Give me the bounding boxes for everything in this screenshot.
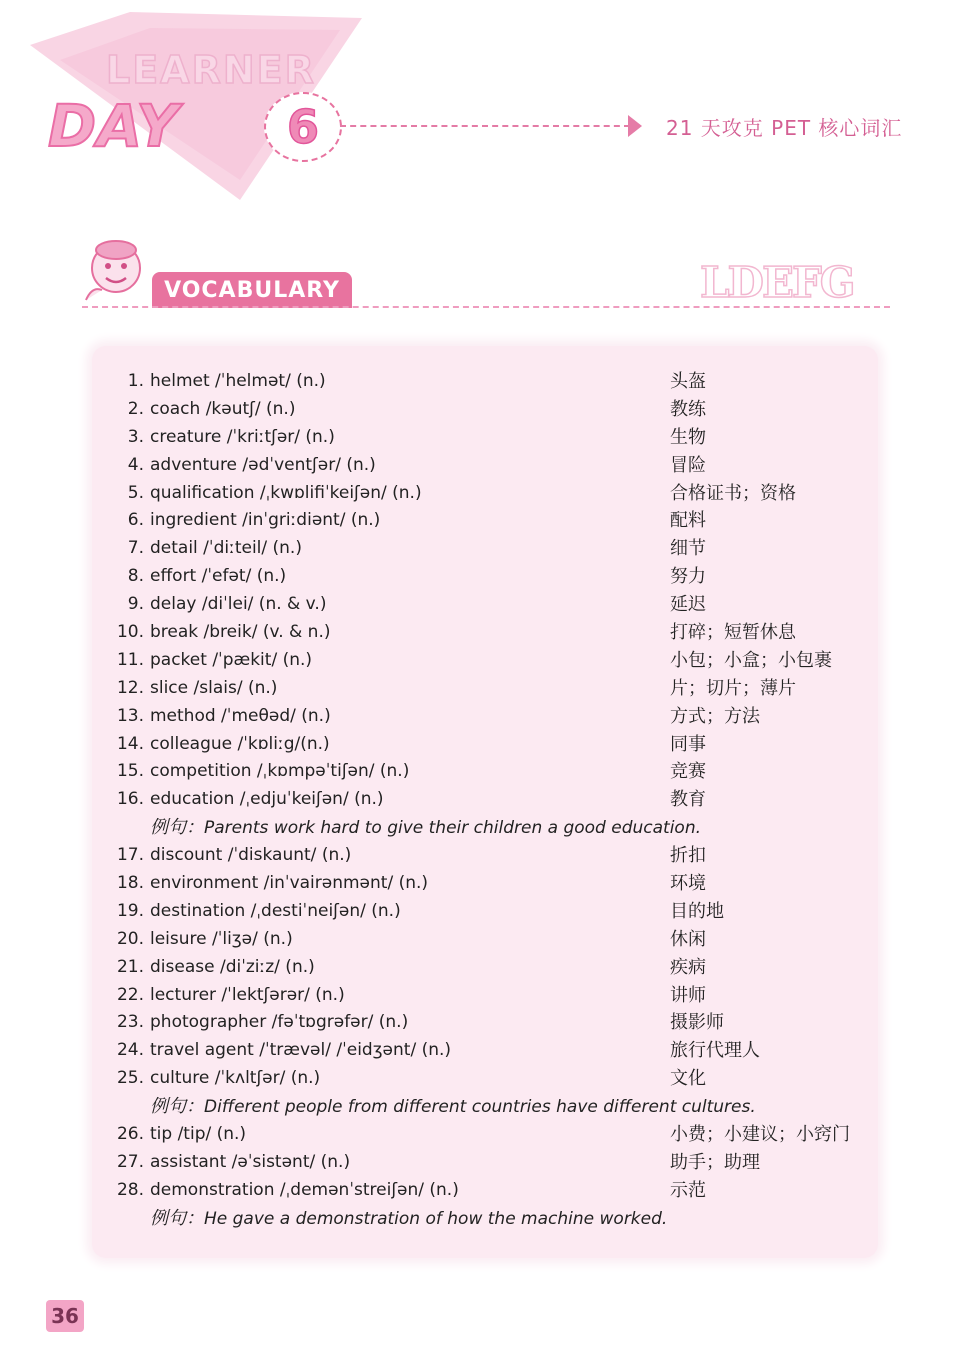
- example-text: [150, 814, 701, 843]
- example-sentence: [116, 814, 876, 842]
- item-number: 6.: [127, 510, 144, 531]
- word-entry: colleague /ˈkɒliːg/(n.): [150, 733, 330, 754]
- word-entry: demonstration /ˌdemənˈstreiʃən/ (n.): [150, 1179, 459, 1200]
- word-meaning: 折扣: [670, 845, 706, 867]
- word-meaning: 小费；小建议；小窍门: [670, 1124, 850, 1146]
- item-number: 7.: [127, 538, 144, 559]
- word-entry: method /ˈmeθəd/ (n.): [150, 705, 331, 726]
- item-number: 24.: [116, 1040, 144, 1061]
- item-number: 3.: [127, 426, 144, 447]
- vocab-item: [116, 619, 876, 647]
- word-entry: education /ˌedjuˈkeiʃən/ (n.): [150, 789, 384, 810]
- header-dashed-line: [340, 125, 630, 127]
- word-meaning: 冒险: [670, 454, 706, 476]
- item-number: 11.: [116, 649, 144, 670]
- arrow-right-icon: [628, 115, 642, 137]
- word-meaning: 教练: [670, 398, 706, 420]
- vocab-item: [116, 452, 876, 480]
- item-number: 27.: [116, 1151, 144, 1172]
- word-meaning: 片；切片；薄片: [670, 677, 796, 699]
- vocab-item: [116, 424, 876, 452]
- vocab-item: [116, 1037, 876, 1065]
- word-meaning: 细节: [670, 538, 706, 560]
- item-number: 14.: [116, 733, 144, 754]
- vocab-item: [116, 731, 876, 759]
- word-meaning: 目的地: [670, 900, 724, 922]
- item-number: 26.: [116, 1124, 144, 1145]
- word-entry: disease /diˈziːz/ (n.): [150, 956, 315, 977]
- item-number: 23.: [116, 1012, 144, 1033]
- example-sentence-text: Different people from different countries have different cultures.: [204, 1097, 756, 1118]
- item-number: 25.: [116, 1068, 144, 1089]
- word-meaning: 疾病: [670, 956, 706, 978]
- vocabulary-tag: [152, 272, 352, 308]
- item-number: 4.: [127, 454, 144, 475]
- word-entry: discount /ˈdiskaunt/ (n.): [150, 845, 352, 866]
- vocab-item: [116, 1009, 876, 1037]
- vocab-item: [116, 954, 876, 982]
- example-text: [150, 1205, 667, 1234]
- vocabulary-label: VOCABULARY: [164, 277, 340, 303]
- word-entry: culture /ˈkʌltʃər/ (n.): [150, 1068, 321, 1089]
- word-entry: qualification /ˌkwɒlifiˈkeiʃən/ (n.): [150, 482, 422, 503]
- item-number: 16.: [116, 789, 144, 810]
- item-number: 28.: [116, 1179, 144, 1200]
- page-number: 36: [51, 1304, 79, 1328]
- item-number: 15.: [116, 761, 144, 782]
- vocab-item: [116, 842, 876, 870]
- word-entry: competition /ˌkɒmpəˈtiʃən/ (n.): [150, 761, 410, 782]
- vocab-item: [116, 1149, 876, 1177]
- item-number: 12.: [116, 677, 144, 698]
- day-number: 6: [286, 100, 319, 154]
- word-entry: coach /kəutʃ/ (n.): [150, 398, 296, 419]
- word-meaning: 配料: [670, 510, 706, 532]
- word-entry: environment /inˈvairənmənt/ (n.): [150, 873, 429, 894]
- item-number: 13.: [116, 705, 144, 726]
- word-entry: travel agent /ˈtrævəl/ /ˈeidʒənt/ (n.): [150, 1040, 452, 1061]
- item-number: 1.: [127, 371, 144, 391]
- item-number: 21.: [116, 956, 144, 977]
- vocab-item: [116, 870, 876, 898]
- example-sentence-text: Parents work hard to give their children a good education.: [204, 818, 702, 839]
- word-entry: leisure /ˈliʒə/ (n.): [150, 928, 293, 949]
- vocab-item: [116, 982, 876, 1010]
- word-meaning: 合格证书；资格: [670, 482, 796, 504]
- vocab-item: [116, 507, 876, 535]
- vocab-item: [116, 535, 876, 563]
- example-sentence: [116, 1205, 876, 1233]
- example-prefix: 例句：: [150, 817, 204, 839]
- page-header: [0, 0, 971, 230]
- example-text: [150, 1093, 756, 1122]
- vocab-item: [116, 926, 876, 954]
- word-meaning: 生物: [670, 426, 706, 448]
- item-number: 10.: [116, 622, 144, 643]
- vocab-item: [116, 647, 876, 675]
- page-number-badge: [46, 1300, 84, 1332]
- word-entry: ingredient /inˈgriːdiənt/ (n.): [150, 510, 381, 531]
- example-prefix: 例句：: [150, 1207, 204, 1229]
- word-entry: effort /ˈefət/ (n.): [150, 566, 287, 587]
- item-number: 20.: [116, 928, 144, 949]
- word-meaning: 讲师: [670, 984, 706, 1006]
- learner-title: LEARNER: [106, 48, 316, 92]
- word-entry: adventure /ədˈventʃər/ (n.): [150, 454, 376, 475]
- vocabulary-list: [116, 368, 876, 1233]
- word-entry: lecturer /ˈlektʃərər/ (n.): [150, 984, 345, 1005]
- item-number: 8.: [127, 566, 144, 587]
- word-entry: helmet /ˈhelmət/ (n.): [150, 371, 326, 391]
- word-meaning: 助手；助理: [670, 1151, 760, 1173]
- vocab-item: [116, 786, 876, 814]
- item-number: 17.: [116, 845, 144, 866]
- word-meaning: 小包；小盒；小包裹: [670, 649, 832, 671]
- word-meaning: 头盔: [670, 371, 706, 392]
- word-meaning: 旅行代理人: [670, 1040, 760, 1062]
- example-sentence: [116, 1093, 876, 1121]
- word-entry: break /breik/ (v. & n.): [150, 622, 331, 643]
- word-meaning: 摄影师: [670, 1012, 724, 1034]
- vocab-item: [116, 703, 876, 731]
- word-meaning: 方式；方法: [670, 705, 760, 727]
- vocab-item: [116, 368, 876, 396]
- item-number: 5.: [127, 482, 144, 503]
- header-caption: 21 天攻克 PET 核心词汇: [666, 116, 903, 140]
- vocab-item: [116, 1177, 876, 1205]
- vocab-item: [116, 480, 876, 508]
- word-meaning: 延迟: [670, 594, 706, 616]
- day-number-badge: [264, 92, 342, 162]
- word-meaning: 同事: [670, 733, 706, 755]
- vocab-item: [116, 675, 876, 703]
- word-meaning: 努力: [670, 566, 706, 588]
- word-entry: photographer /fəˈtɒgrəfər/ (n.): [150, 1012, 409, 1033]
- item-number: 18.: [116, 873, 144, 894]
- decorative-letters: LDEFG: [700, 258, 854, 307]
- vocab-item: [116, 396, 876, 424]
- mascot-icon: [80, 238, 152, 310]
- word-entry: destination /ˌdestiˈneiʃən/ (n.): [150, 900, 401, 921]
- item-number: 19.: [116, 900, 144, 921]
- vocab-item: [116, 1065, 876, 1093]
- example-prefix: 例句：: [150, 1096, 204, 1118]
- item-number: 9.: [127, 594, 144, 615]
- word-meaning: 打碎；短暂休息: [670, 622, 796, 644]
- word-entry: packet /ˈpækit/ (n.): [150, 649, 313, 670]
- vocab-item: [116, 758, 876, 786]
- word-meaning: 文化: [670, 1068, 706, 1090]
- word-entry: assistant /əˈsistənt/ (n.): [150, 1151, 351, 1172]
- vocab-item: [116, 1121, 876, 1149]
- word-entry: slice /slais/ (n.): [150, 677, 278, 698]
- word-meaning: 休闲: [670, 928, 706, 950]
- word-entry: detail /ˈdiːteil/ (n.): [150, 538, 302, 559]
- word-entry: creature /ˈkriːtʃər/ (n.): [150, 426, 335, 447]
- vocab-item: [116, 563, 876, 591]
- word-meaning: 环境: [670, 873, 706, 895]
- vocab-item: [116, 898, 876, 926]
- item-number: 22.: [116, 984, 144, 1005]
- example-sentence-text: He gave a demonstration of how the machine worked.: [204, 1208, 668, 1229]
- word-entry: tip /tip/ (n.): [150, 1124, 247, 1145]
- word-meaning: 示范: [670, 1179, 706, 1201]
- word-entry: delay /diˈlei/ (n. & v.): [150, 594, 327, 615]
- item-number: 2.: [127, 398, 144, 419]
- word-meaning: 竞赛: [670, 761, 706, 783]
- day-title: DAY: [48, 92, 180, 160]
- vocab-item: [116, 591, 876, 619]
- word-meaning: 教育: [670, 789, 706, 811]
